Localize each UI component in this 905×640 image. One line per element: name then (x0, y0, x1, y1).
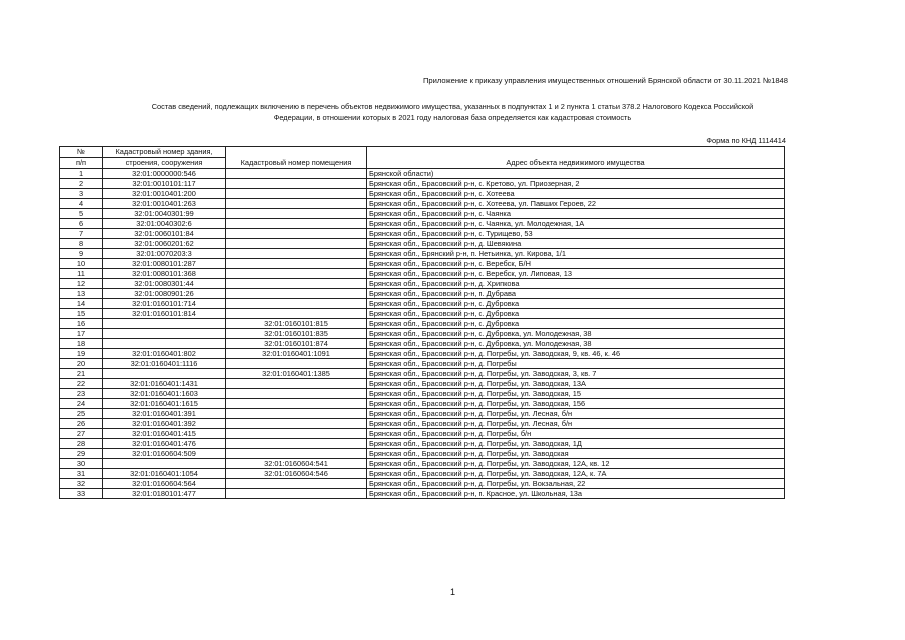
header-premise: Кадастровый номер помещения (226, 147, 367, 169)
building-cadastral-number: 32:01:0160101:814 (103, 309, 226, 319)
building-cadastral-number: 32:01:0040301:99 (103, 209, 226, 219)
premise-cadastral-number (226, 399, 367, 409)
building-cadastral-number (103, 369, 226, 379)
building-cadastral-number: 32:01:0160604:564 (103, 479, 226, 489)
property-address: Брянская обл., Брасовский р-н, с. Чаянка, ул. Молодежная, 1А (367, 219, 785, 229)
row-number: 22 (60, 379, 103, 389)
row-number: 9 (60, 249, 103, 259)
property-address: Брянская обл., Брасовский р-н, д. Погребы, ул. Заводская, 12А, к. 7А (367, 469, 785, 479)
building-cadastral-number: 32:01:0160401:1431 (103, 379, 226, 389)
building-cadastral-number: 32:01:0160401:391 (103, 409, 226, 419)
building-cadastral-number: 32:01:0160401:802 (103, 349, 226, 359)
row-number: 16 (60, 319, 103, 329)
table-row (60, 169, 785, 179)
row-number: 28 (60, 439, 103, 449)
table-row (60, 469, 785, 479)
building-cadastral-number: 32:01:0160401:392 (103, 419, 226, 429)
building-cadastral-number: 32:01:0060101:84 (103, 229, 226, 239)
table-row (60, 489, 785, 499)
property-address: Брянская обл., Брасовский р-н, д. Хрипкова (367, 279, 785, 289)
row-number: 17 (60, 329, 103, 339)
property-address: Брянская обл., Брасовский р-н, д. Погребы, ул. Заводская, 13А (367, 379, 785, 389)
property-address: Брянская обл., Брасовский р-н, с. Хотеева (367, 189, 785, 199)
premise-cadastral-number (226, 269, 367, 279)
table-row (60, 329, 785, 339)
row-number: 13 (60, 289, 103, 299)
row-number: 12 (60, 279, 103, 289)
table-row (60, 479, 785, 489)
row-number: 7 (60, 229, 103, 239)
premise-cadastral-number (226, 479, 367, 489)
header-address: Адрес объекта недвижимого имущества (367, 147, 785, 169)
property-address: Брянская обл., Брасовский р-н, с. Дубровка, ул. Молодежная, 38 (367, 339, 785, 349)
building-cadastral-number: 32:01:0160401:1603 (103, 389, 226, 399)
building-cadastral-number: 32:01:0060201:62 (103, 239, 226, 249)
table-row (60, 439, 785, 449)
row-number: 6 (60, 219, 103, 229)
page-number: 1 (449, 587, 455, 597)
premise-cadastral-number: 32:01:0160101:835 (226, 329, 367, 339)
appendix-reference: Приложение к приказу управления имущественных отношений Брянской области от 30.11.2021 №1848 (422, 76, 788, 85)
row-number: 15 (60, 309, 103, 319)
table-row (60, 219, 785, 229)
premise-cadastral-number: 32:01:0160401:1385 (226, 369, 367, 379)
row-number: 27 (60, 429, 103, 439)
premise-cadastral-number (226, 179, 367, 189)
table-row (60, 279, 785, 289)
header-building-line-1: Кадастровый номер здания, (103, 147, 226, 158)
table-row (60, 269, 785, 279)
row-number: 8 (60, 239, 103, 249)
table-row (60, 189, 785, 199)
header-num-line-1: № (60, 147, 103, 158)
building-cadastral-number: 32:01:0160604:509 (103, 449, 226, 459)
property-address: Брянская обл., Брасовский р-н, с. Дубровка (367, 319, 785, 329)
premise-cadastral-number (226, 419, 367, 429)
table-row (60, 309, 785, 319)
building-cadastral-number: 32:01:0040302:6 (103, 219, 226, 229)
table-row (60, 179, 785, 189)
premise-cadastral-number (226, 169, 367, 179)
table-row (60, 319, 785, 329)
row-number: 21 (60, 369, 103, 379)
building-cadastral-number: 32:01:0160401:1615 (103, 399, 226, 409)
property-address: Брянская обл., Брасовский р-н, с. Кретово, ул. Приозерная, 2 (367, 179, 785, 189)
premise-cadastral-number (226, 259, 367, 269)
row-number: 19 (60, 349, 103, 359)
table-row (60, 429, 785, 439)
property-address: Брянская обл., Брасовский р-н, д. Шевякина (367, 239, 785, 249)
table-row (60, 359, 785, 369)
property-address: Брянская обл., Брасовский р-н, с. Веребск, Б/Н (367, 259, 785, 269)
property-table (59, 146, 785, 499)
property-address: Брянская обл., Брасовский р-н, д. Погребы, б/н (367, 429, 785, 439)
row-number: 10 (60, 259, 103, 269)
table-row (60, 209, 785, 219)
building-cadastral-number: 32:01:0080101:287 (103, 259, 226, 269)
row-number: 2 (60, 179, 103, 189)
property-address: Брянская обл., Брасовский р-н, с. Дубровка (367, 299, 785, 309)
table-row (60, 449, 785, 459)
building-cadastral-number: 32:01:0160401:415 (103, 429, 226, 439)
premise-cadastral-number (226, 219, 367, 229)
table-header (60, 147, 785, 169)
premise-cadastral-number (226, 209, 367, 219)
property-address: Брянская обл., Брасовский р-н, д. Погребы, ул. Заводская (367, 449, 785, 459)
table-row (60, 199, 785, 209)
table-body (60, 169, 785, 499)
table-row (60, 459, 785, 469)
table-row (60, 249, 785, 259)
building-cadastral-number (103, 329, 226, 339)
table-row (60, 389, 785, 399)
row-number: 33 (60, 489, 103, 499)
table-row (60, 289, 785, 299)
building-cadastral-number: 32:01:0010401:200 (103, 189, 226, 199)
premise-cadastral-number (226, 489, 367, 499)
property-address: Брянская обл., Брасовский р-н, с. Турищево, 53 (367, 229, 785, 239)
building-cadastral-number: 32:01:0010401:263 (103, 199, 226, 209)
table-row (60, 379, 785, 389)
row-number: 1 (60, 169, 103, 179)
document-title-line-2: Федерации, в отношении которых в 2021 году налоговая база определяется как кадастровая стоимость (273, 113, 632, 122)
row-number: 11 (60, 269, 103, 279)
premise-cadastral-number (226, 189, 367, 199)
premise-cadastral-number (226, 379, 367, 389)
building-cadastral-number: 32:01:0080101:368 (103, 269, 226, 279)
property-address: Брянская обл., Брасовский р-н, д. Погребы, ул. Заводская, 12А, кв. 12 (367, 459, 785, 469)
property-address: Брянская обл., Брасовский р-н, д. Погребы, ул. Заводская, 9, кв. 46, к. 46 (367, 349, 785, 359)
property-address: Брянская обл., Брасовский р-н, с. Дубровка (367, 309, 785, 319)
property-address: Брянская обл., Брасовский р-н, д. Погребы, ул. Лесная, б/н (367, 419, 785, 429)
premise-cadastral-number (226, 229, 367, 239)
row-number: 4 (60, 199, 103, 209)
building-cadastral-number: 32:01:0160401:1116 (103, 359, 226, 369)
building-cadastral-number: 32:01:0080901:26 (103, 289, 226, 299)
property-address: Брянская обл., Брасовский р-н, п. Дубрава (367, 289, 785, 299)
row-number: 31 (60, 469, 103, 479)
premise-cadastral-number (226, 439, 367, 449)
table-row (60, 229, 785, 239)
row-number: 3 (60, 189, 103, 199)
table-row (60, 339, 785, 349)
property-address: Брянская обл., Брасовский р-н, д. Погребы, ул. Заводская, 3, кв. 7 (367, 369, 785, 379)
property-address: Брянская обл., Брасовский р-н, д. Погребы, ул. Лесная, б/н (367, 409, 785, 419)
property-address: Брянская обл., Брасовский р-н, д. Погребы, ул. Заводская, 156 (367, 399, 785, 409)
document-title (60, 101, 845, 123)
premise-cadastral-number: 32:01:0160604:546 (226, 469, 367, 479)
property-address: Брянская обл., Брасовский р-н, с. Веребск, ул. Липовая, 13 (367, 269, 785, 279)
table-row (60, 349, 785, 359)
property-address: Брянская обл., Брасовский р-н, д. Погребы, ул. Заводская, 15 (367, 389, 785, 399)
row-number: 26 (60, 419, 103, 429)
premise-cadastral-number (226, 429, 367, 439)
table-row (60, 419, 785, 429)
property-address: Брянская обл., Брасовский р-н, п. Красное, ул. Школьная, 13а (367, 489, 785, 499)
premise-cadastral-number (226, 279, 367, 289)
property-address: Брянская обл., Брасовский р-н, с. Чаянка (367, 209, 785, 219)
premise-cadastral-number: 32:01:0160101:815 (226, 319, 367, 329)
building-cadastral-number: 32:01:0070203:3 (103, 249, 226, 259)
document-title-line-1: Состав сведений, подлежащих включению в перечень объектов недвижимого имущества, указанных в подпунктах 1 и 2 пункта 1 статьи 378.2 Налогового Кодекса Российской (151, 102, 754, 111)
table-row (60, 399, 785, 409)
table-row (60, 259, 785, 269)
premise-cadastral-number (226, 409, 367, 419)
property-address: Брянская обл., Брасовский р-н, д. Погребы, ул. Вокзальная, 22 (367, 479, 785, 489)
property-address: Брянская обл., Брасовский р-н, с. Дубровка, ул. Молодежная, 38 (367, 329, 785, 339)
property-address: Брянская обл., Брасовский р-н, д. Погребы (367, 359, 785, 369)
table-row (60, 369, 785, 379)
premise-cadastral-number (226, 359, 367, 369)
form-code: Форма по КНД 1114414 (706, 136, 786, 145)
table-row (60, 299, 785, 309)
row-number: 14 (60, 299, 103, 309)
table-row (60, 239, 785, 249)
premise-cadastral-number: 32:01:0160101:874 (226, 339, 367, 349)
building-cadastral-number (103, 319, 226, 329)
building-cadastral-number: 32:01:0160401:476 (103, 439, 226, 449)
building-cadastral-number: 32:01:0180101:477 (103, 489, 226, 499)
property-address: Брянская обл., Брянский р-н, п. Нетьинка, ул. Кирова, 1/1 (367, 249, 785, 259)
premise-cadastral-number (226, 309, 367, 319)
table-row (60, 409, 785, 419)
header-building-line-2: строения, сооружения (103, 158, 226, 169)
building-cadastral-number: 32:01:0080301:44 (103, 279, 226, 289)
row-number: 25 (60, 409, 103, 419)
premise-cadastral-number (226, 299, 367, 309)
premise-cadastral-number (226, 249, 367, 259)
premise-cadastral-number (226, 239, 367, 249)
premise-cadastral-number (226, 389, 367, 399)
row-number: 5 (60, 209, 103, 219)
row-number: 29 (60, 449, 103, 459)
premise-cadastral-number (226, 449, 367, 459)
row-number: 30 (60, 459, 103, 469)
header-num-line-2: п/п (60, 158, 103, 169)
row-number: 24 (60, 399, 103, 409)
row-number: 23 (60, 389, 103, 399)
building-cadastral-number: 32:01:0160401:1054 (103, 469, 226, 479)
building-cadastral-number (103, 459, 226, 469)
property-address: Брянская обл., Брасовский р-н, с. Хотеева, ул. Павших Героев, 22 (367, 199, 785, 209)
property-address: Брянской области) (367, 169, 785, 179)
building-cadastral-number: 32:01:0160101:714 (103, 299, 226, 309)
row-number: 32 (60, 479, 103, 489)
row-number: 20 (60, 359, 103, 369)
building-cadastral-number: 32:01:0000000:546 (103, 169, 226, 179)
premise-cadastral-number (226, 289, 367, 299)
building-cadastral-number: 32:01:0010101:117 (103, 179, 226, 189)
premise-cadastral-number: 32:01:0160604:541 (226, 459, 367, 469)
building-cadastral-number (103, 339, 226, 349)
premise-cadastral-number: 32:01:0160401:1091 (226, 349, 367, 359)
premise-cadastral-number (226, 199, 367, 209)
row-number: 18 (60, 339, 103, 349)
property-address: Брянская обл., Брасовский р-н, д. Погребы, ул. Заводская, 1Д (367, 439, 785, 449)
header-row-1 (60, 147, 785, 158)
